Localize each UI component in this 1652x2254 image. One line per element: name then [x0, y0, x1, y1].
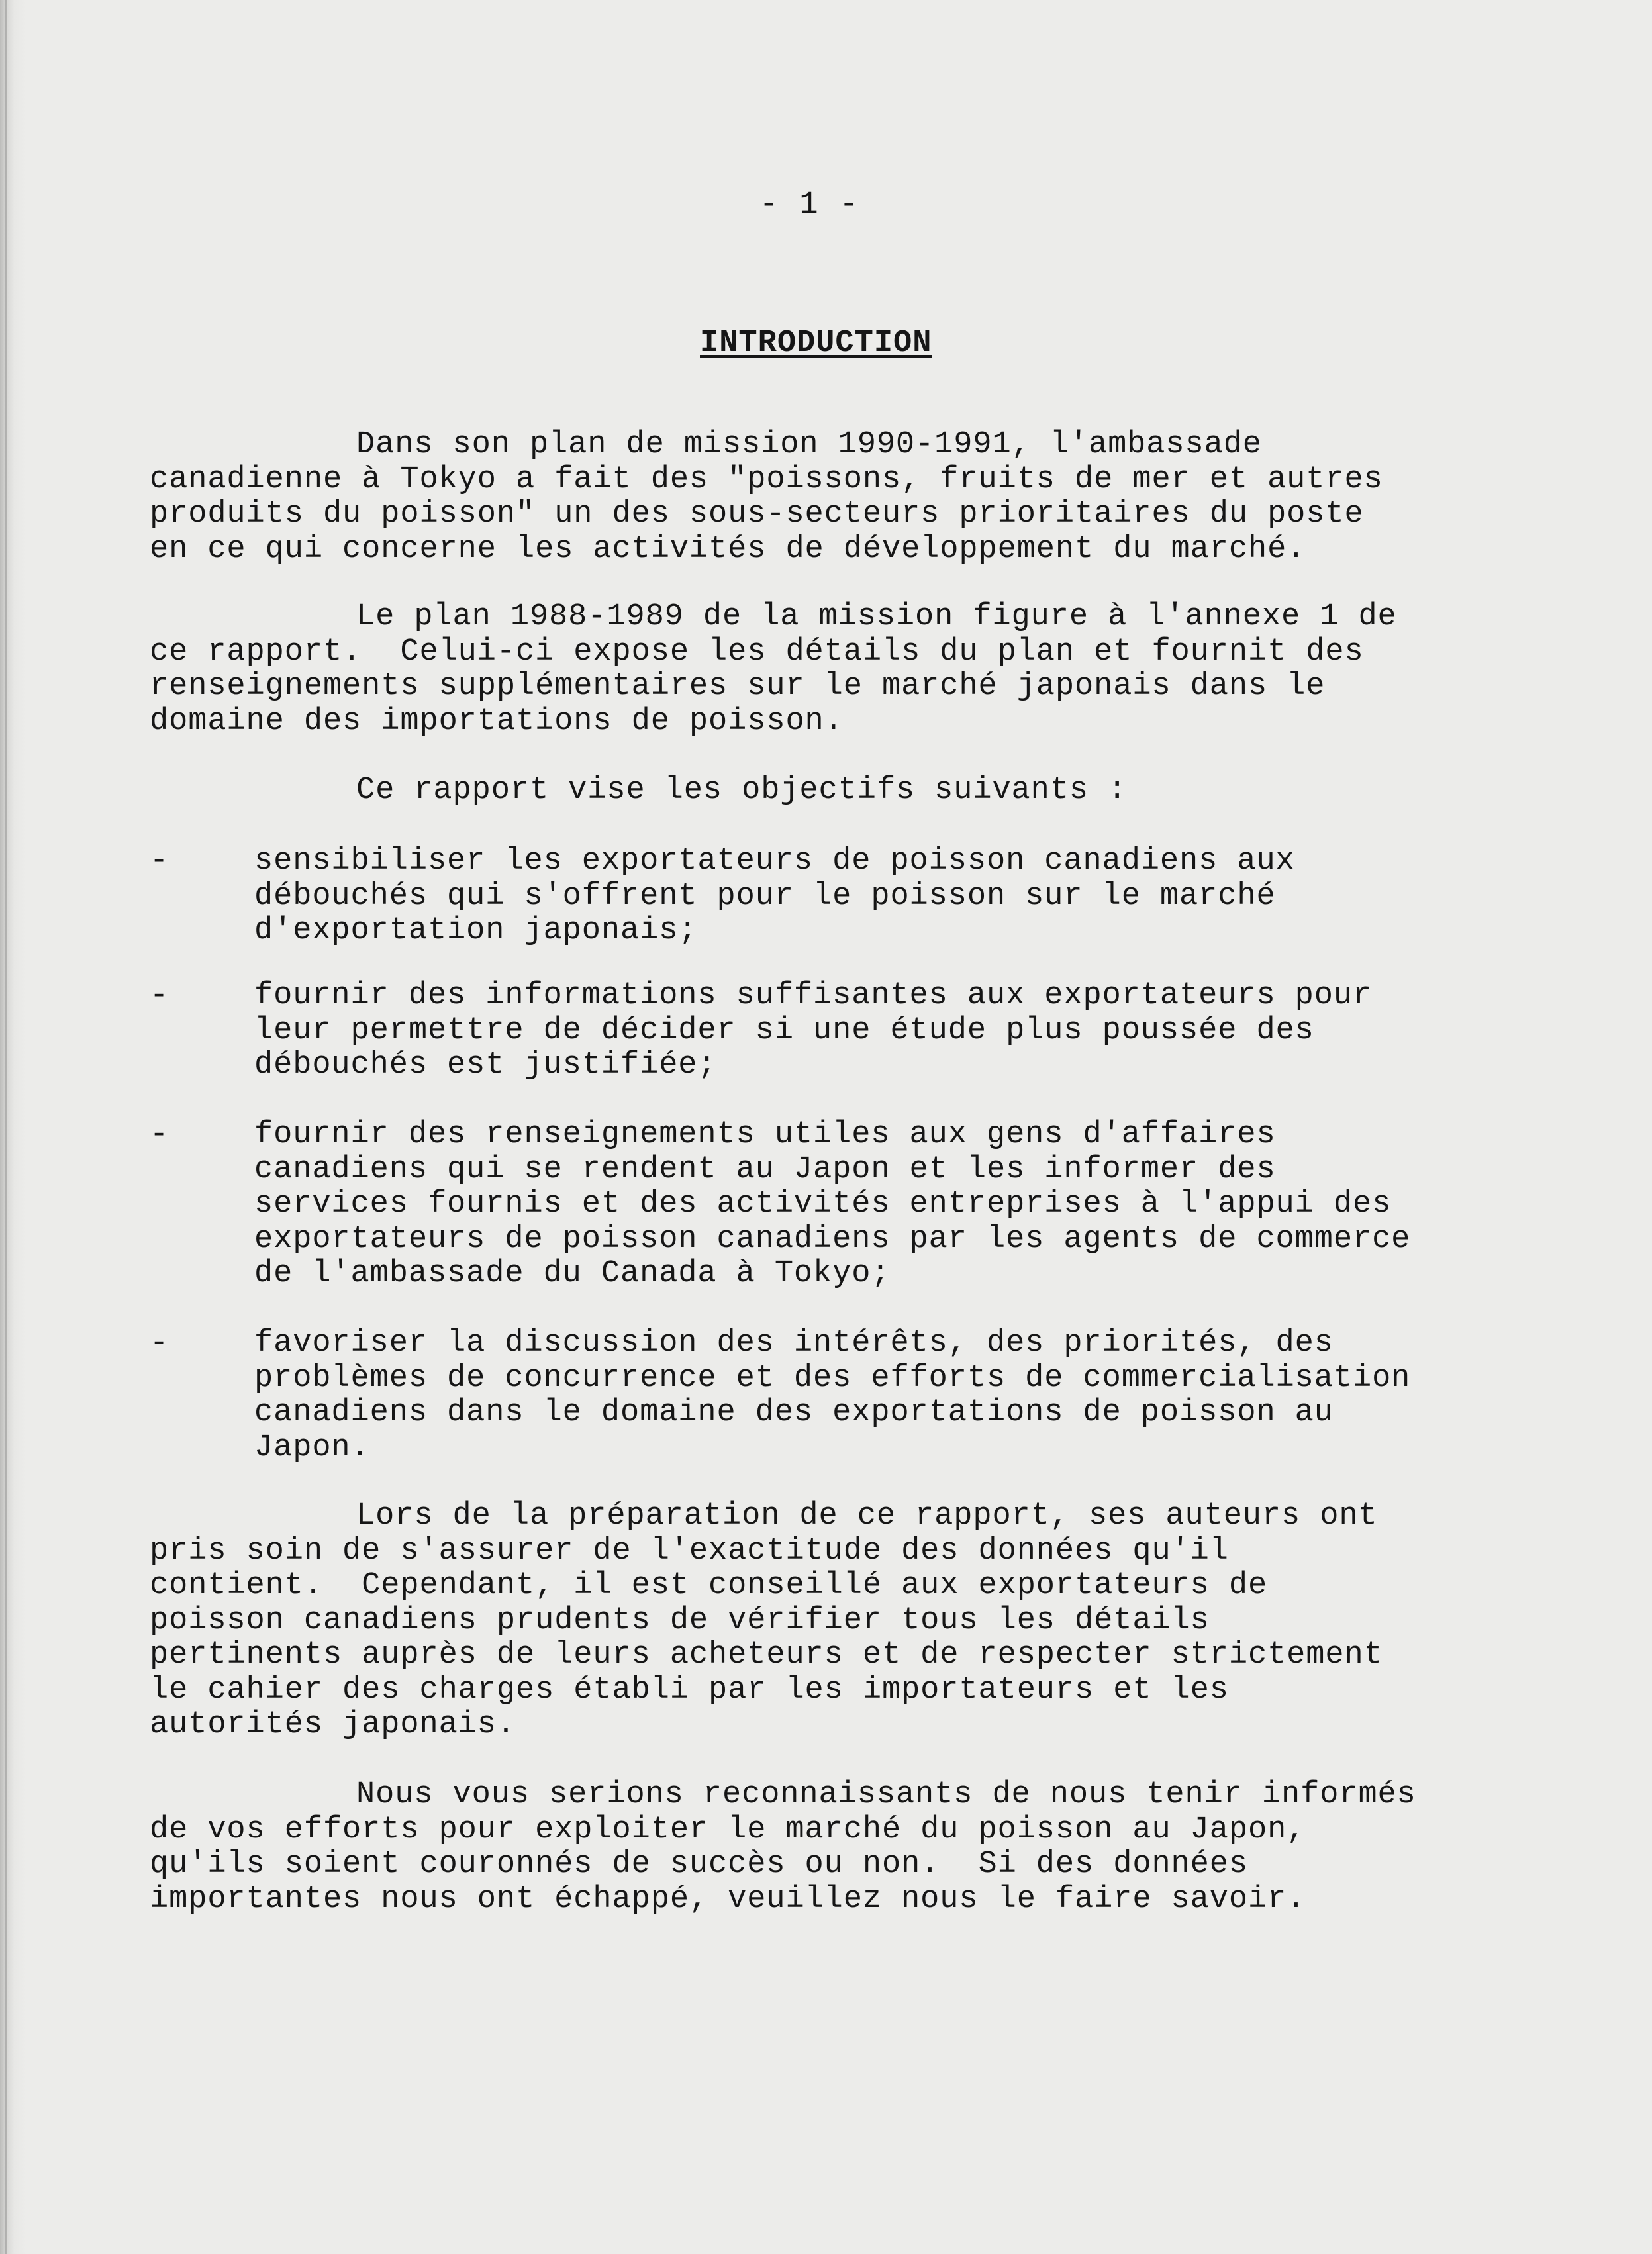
bullet-line: problèmes de concurrence et des efforts de commercialisation	[254, 1360, 1411, 1396]
bullet-line: leur permettre de décider si une étude plus poussée des	[254, 1012, 1314, 1048]
paragraph-line: Nous vous serions reconnaissants de nous tenir informés	[356, 1777, 1416, 1812]
bullet-dash: -	[150, 1117, 169, 1152]
bullet-line: Japon.	[254, 1430, 370, 1465]
page-number: - 1 -	[759, 187, 860, 222]
section-heading: INTRODUCTION	[700, 326, 932, 361]
paragraph-line: renseignements supplémentaires sur le marché japonais dans le	[150, 669, 1326, 704]
paragraph-line: autorités japonais.	[150, 1707, 516, 1742]
paragraph-line: Dans son plan de mission 1990-1991, l'ambassade	[356, 427, 1262, 462]
bullet-dash: -	[150, 844, 169, 879]
paragraph-line: contient. Cependant, il est conseillé aux exportateurs de	[150, 1568, 1268, 1603]
bullet-line: favoriser la discussion des intérêts, des priorités, des	[254, 1326, 1334, 1361]
bullet-line: débouchés est justifiée;	[254, 1048, 717, 1083]
bullet-line: fournir des informations suffisantes aux exportateurs pour	[254, 978, 1373, 1013]
paragraph-line: en ce qui concerne les activités de développement du marché.	[150, 531, 1306, 567]
paragraph-objectives-intro	[150, 773, 1527, 808]
paragraph-line: ce rapport. Celui-ci expose les détails du plan et fournit des	[150, 634, 1364, 669]
bullet-line: de l'ambassade du Canada à Tokyo;	[254, 1256, 891, 1291]
paragraph-line: le cahier des charges établi par les importateurs et les	[150, 1672, 1229, 1708]
bullet-line: services fournis et des activités entreprises à l'appui des	[254, 1187, 1392, 1222]
paragraph-line: pertinents auprès de leurs acheteurs et de respecter strictement	[150, 1638, 1383, 1673]
paragraph-line: importantes nous ont échappé, veuillez nous le faire savoir.	[150, 1881, 1306, 1917]
paragraph-line: canadienne à Tokyo a fait des "poissons, fruits de mer et autres	[150, 462, 1383, 497]
bullet-line: sensibiliser les exportateurs de poisson canadiens aux	[254, 844, 1295, 879]
bullet-line: canadiens qui se rendent au Japon et les informer des	[254, 1152, 1276, 1187]
paragraph-annex	[150, 600, 1527, 739]
paragraph-line: Lors de la préparation de ce rapport, ses auteurs ont	[356, 1498, 1378, 1534]
paragraph-line: Le plan 1988-1989 de la mission figure à l'annexe 1 de	[356, 599, 1397, 634]
bullet-dash: -	[150, 978, 169, 1013]
bullet-line: fournir des renseignements utiles aux gens d'affaires	[254, 1117, 1276, 1152]
bullet-line: débouchés qui s'offrent pour le poisson sur le marché	[254, 878, 1276, 914]
paragraph-line: poisson canadiens prudents de vérifier tous les détails	[150, 1602, 1210, 1638]
paragraph-accuracy	[150, 1499, 1527, 1743]
paragraph-line: de vos efforts pour exploiter le marché du poisson au Japon,	[150, 1812, 1306, 1847]
bullet-line: canadiens dans le domaine des exportations de poisson au	[254, 1395, 1334, 1430]
paragraph-line: Ce rapport vise les objectifs suivants :	[356, 773, 1128, 808]
paragraph-line: domaine des importations de poisson.	[150, 703, 844, 739]
paragraph-line: pris soin de s'assurer de l'exactitude des données qu'il	[150, 1533, 1229, 1569]
bullet-line: exportateurs de poisson canadiens par les agents de commerce	[254, 1221, 1411, 1257]
paragraph-line: produits du poisson" un des sous-secteurs prioritaires du poste	[150, 497, 1364, 532]
page-binding-edge	[5, 0, 7, 2254]
paragraph-line: qu'ils soient couronnés de succès ou non. Si des données	[150, 1847, 1248, 1882]
paragraph-feedback	[150, 1778, 1527, 1917]
paragraph-mission-plan	[150, 428, 1527, 567]
bullet-line: d'exportation japonais;	[254, 913, 698, 948]
bullet-dash: -	[150, 1326, 169, 1361]
